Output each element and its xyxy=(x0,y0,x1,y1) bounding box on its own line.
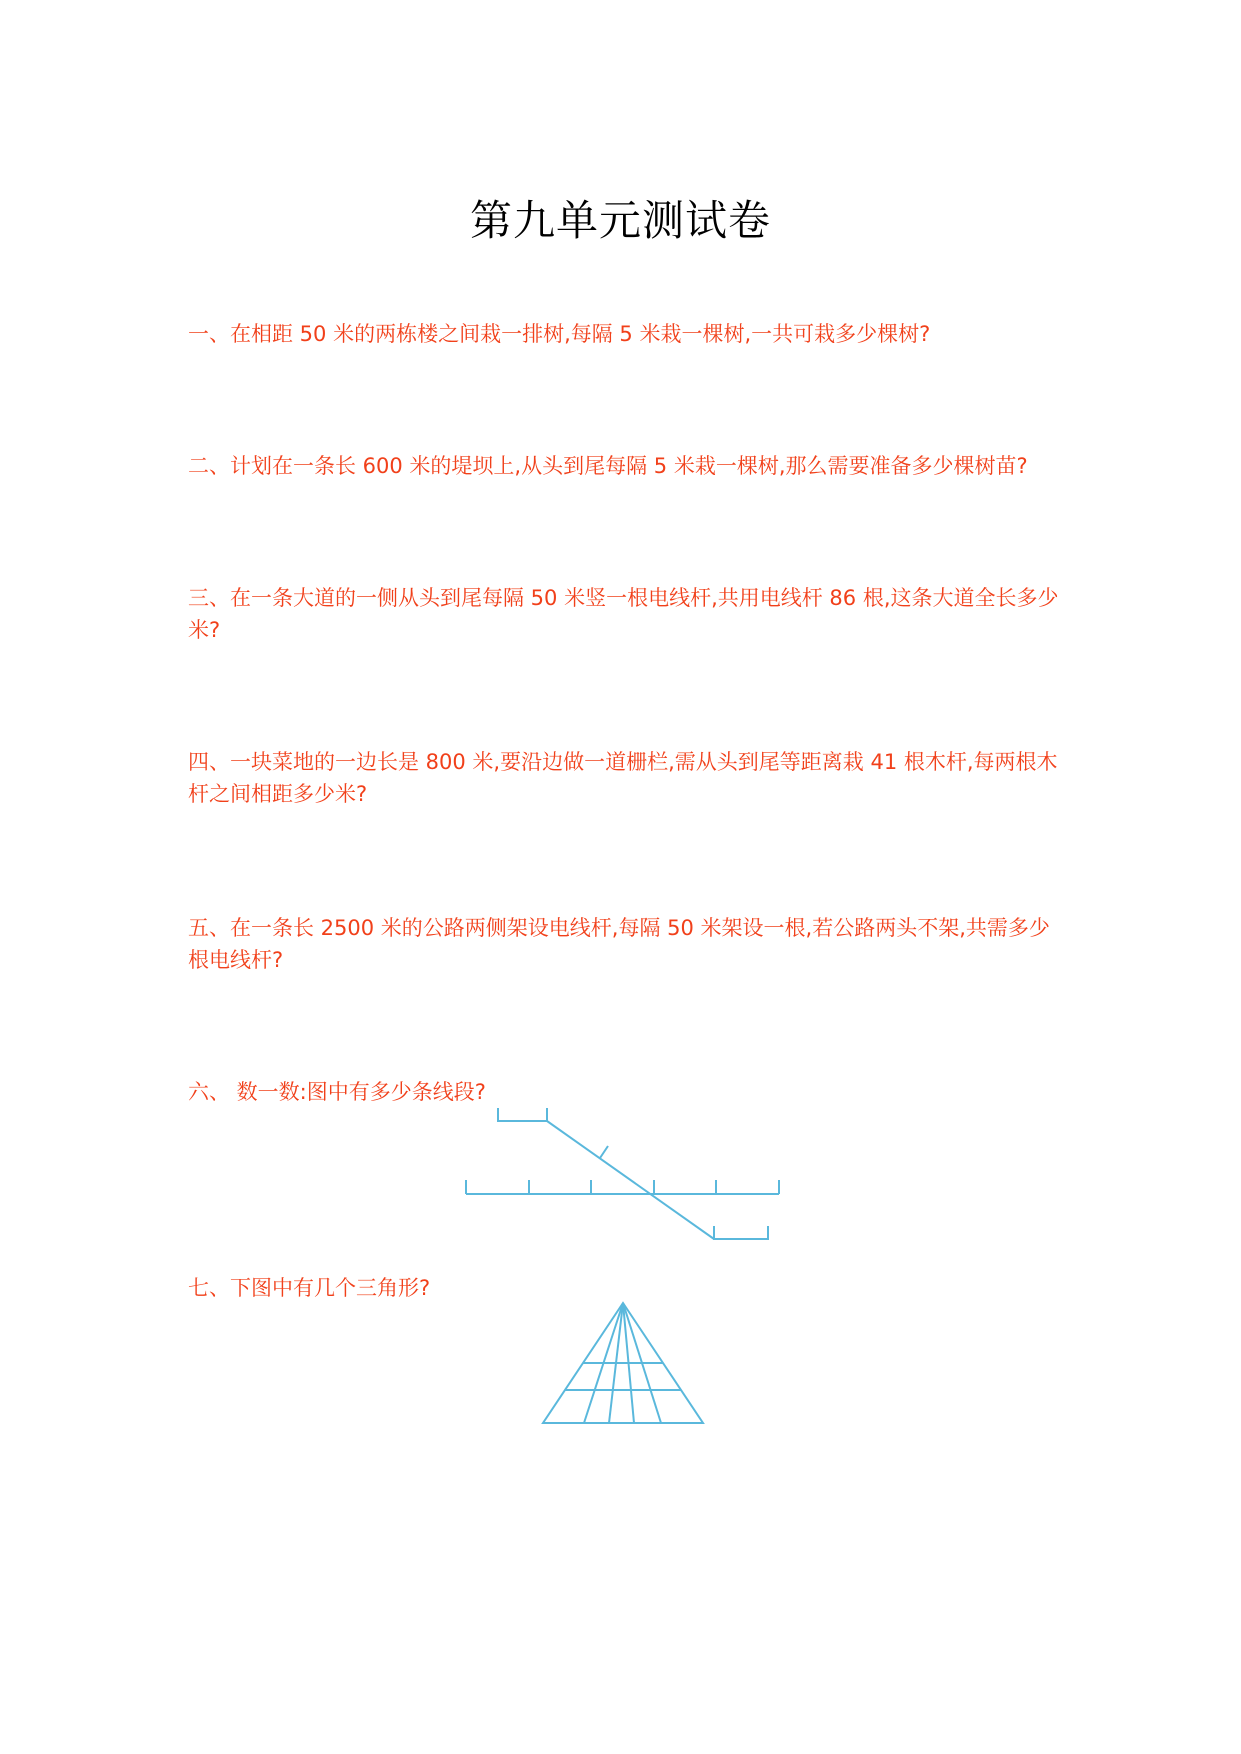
question-3: 三、在一条大道的一侧从头到尾每隔 50 米竖一根电线杆,共用电线杆 86 根,这条大道全长多少米? xyxy=(188,586,1059,642)
page-title: 第九单元测试卷 xyxy=(469,196,771,245)
question-1: 一、在相距 50 米的两栋楼之间栽一排树,每隔 5 米栽一棵树,一共可栽多少棵树? xyxy=(188,322,931,346)
question-5: 五、在一条长 2500 米的公路两侧架设电线杆,每隔 50 米架设一根,若公路两头不架,共需多少根电线杆? xyxy=(188,916,1050,972)
question-2: 二、计划在一条长 600 米的堤坝上,从头到尾每隔 5 米栽一棵树,那么需要准备多少棵树苗? xyxy=(188,454,1028,478)
question-6: 六、 数一数:图中有多少条线段? xyxy=(188,1080,486,1104)
question-4: 四、一块菜地的一边长是 800 米,要沿边做一道栅栏,需从头到尾等距离栽 41 根木杆,每两根木杆之间相距多少米? xyxy=(188,750,1058,806)
question-7: 七、下图中有几个三角形? xyxy=(188,1276,431,1300)
